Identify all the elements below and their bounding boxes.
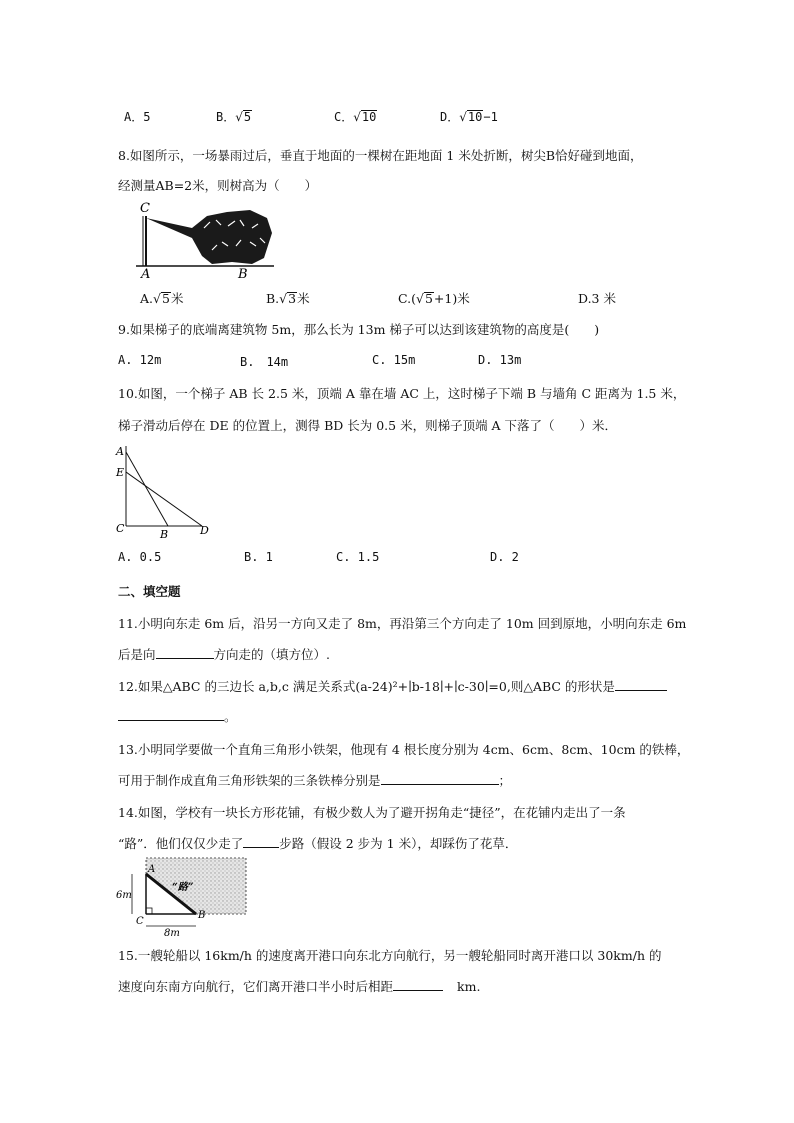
q10-option-b: B. 1 — [244, 550, 273, 564]
q9-line1: 9.如果梯子的底端离建筑物 5m，那么长为 13m 梯子可以达到该建筑物的高度是( ) — [118, 322, 600, 337]
sqrt-icon: √ — [153, 291, 161, 306]
q10-option-c: C. 1.5 — [336, 550, 380, 564]
sqrt-icon: √ — [353, 110, 361, 124]
sqrt-icon: √ — [235, 110, 243, 124]
q15-line2: 速度向东南方向航行，它们离开港口半小时后相距 km. — [118, 979, 481, 994]
label-e: E — [116, 466, 125, 479]
label-b: B — [160, 528, 169, 540]
q8-option-d: D.3 米 — [578, 291, 616, 306]
q7-option-d: D．√10−1 — [440, 110, 498, 124]
q13-line2: 可用于制作成直角三角形铁架的三条铁棒分别是 ； — [118, 773, 512, 788]
label-a: A — [148, 864, 156, 875]
q9-option-a: A. 12m — [118, 353, 162, 367]
q8-line1: 8.如图所示，一场暴雨过后，垂直于地面的一棵树在距地面 1 米处折断，树尖B恰好碰到地面， — [118, 148, 643, 163]
q10-ladder-figure — [114, 442, 214, 540]
label-a: A — [116, 445, 124, 458]
q8-option-a: A.√5米 — [140, 291, 184, 306]
label-c: C — [136, 916, 144, 927]
section-title: 二、填空题 — [118, 584, 181, 599]
q8-tree-figure — [132, 198, 282, 280]
q12-line1: 12.如果△ABC 的三边长 a,b,c 满足关系式(a-24)²+∣b-18∣+∣c-30∣=0,则△ABC 的形状是 — [118, 677, 667, 695]
q7-option-b: B．√5 — [216, 110, 252, 124]
label-d: D — [200, 524, 209, 537]
label-b: B — [238, 267, 248, 280]
ladder-ab — [126, 452, 168, 526]
q11-line1: 11.小明向东走 6m 后，沿另一方向又走了 8m，再沿第三个方向走了 10m 回到原地，小明向东走 6m — [118, 616, 687, 631]
label-c: C — [116, 522, 125, 535]
q8-option-c: C.(√5+1)米 — [398, 291, 470, 306]
q10-option-d: D. 2 — [490, 550, 519, 564]
q14-flowerbed-figure — [114, 856, 250, 938]
ladder-ed — [126, 472, 202, 526]
q12-line2: 。 — [118, 707, 237, 725]
q9-option-d: D. 13m — [478, 353, 522, 367]
q14-line1: 14.如图，学校有一块长方形花铺，有极少数人为了避开拐角走“捷径”，在花铺内走出了一条 — [118, 805, 626, 820]
answer-blank-part1[interactable] — [615, 677, 667, 691]
answer-blank[interactable] — [393, 977, 443, 991]
q10-option-a: A. 0.5 — [118, 550, 162, 564]
answer-blank[interactable] — [156, 645, 214, 659]
q10-line2: 梯子滑动后停在 DE 的位置上，测得 BD 长为 0.5 米，则梯子顶端 A 下落了（ ）米． — [118, 418, 618, 433]
q9-option-c: C. 15m — [372, 353, 416, 367]
label-c: C — [140, 201, 150, 216]
answer-blank[interactable] — [381, 771, 499, 785]
label-a: A — [141, 267, 151, 280]
q7-option-c: C．√10 — [334, 110, 377, 124]
label-6m: 6m — [116, 890, 132, 901]
q8-line2: 经测量AB=2米，则树高为（ ） — [118, 178, 318, 193]
q10-line1: 10.如图，一个梯子 AB 长 2.5 米，顶端 A 靠在墙 AC 上，这时梯子下端 B 与墙角 C 距离为 1.5 米， — [118, 386, 686, 401]
q11-line2: 后是向 方向走的（填方位）. — [118, 647, 330, 662]
label-b: B — [198, 910, 206, 921]
q13-line1: 13.小明同学要做一个直角三角形小铁架，他现有 4 根长度分别为 4cm、6cm、8cm、10cm 的铁棒， — [118, 742, 690, 757]
q7-option-a: A．5 — [124, 110, 151, 124]
label-8m: 8m — [164, 928, 180, 938]
q15-line1: 15.一艘轮船以 16km/h 的速度离开港口向东北方向航行，另一艘轮船同时离开港口以 30km/h 的 — [118, 948, 662, 963]
q14-line2: “路”．他们仅仅少走了 步路（假设 2 步为 1 米），却踩伤了花草． — [118, 836, 518, 851]
q9-option-b: B. 14m — [240, 355, 289, 369]
answer-blank-part2[interactable] — [118, 707, 224, 721]
tree-crown — [146, 210, 272, 264]
sqrt-icon: √ — [415, 291, 424, 306]
q8-option-b: B.√3米 — [266, 291, 310, 306]
answer-blank[interactable] — [243, 834, 279, 848]
sqrt-icon: √ — [459, 110, 467, 124]
label-road: “路” — [172, 882, 194, 893]
sqrt-icon: √ — [279, 291, 288, 306]
